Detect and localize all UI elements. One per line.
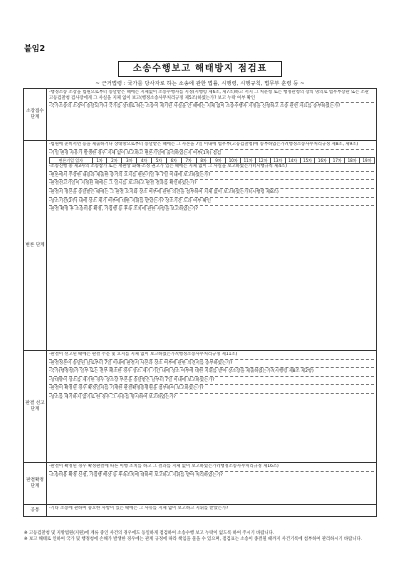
section-items	[47, 351, 377, 463]
footnote: ※ 고등검찰청 및 지방법원(지원)에 계류 중인 사건의 경우에도 동일하게 점검하여 소송수행 보고 누락이 없도록 하여 주시기 바랍니다.	[24, 531, 275, 536]
section-row-filing	[24, 89, 377, 141]
footnotes	[24, 531, 376, 542]
hearing-date-cell[interactable]: 5차	[151, 157, 167, 164]
section-label: 공통	[24, 505, 47, 517]
document-title: 소송수행보고 해태방지 점검표	[118, 61, 282, 77]
section-items	[47, 505, 377, 517]
section-row-judgment	[24, 351, 377, 463]
check-item: -기일 변경 사유가 발생한 경우 지체 없이 보고하고 변론기일에 출석하였는지 여부(1차) 점검	[49, 149, 374, 157]
section-items	[47, 141, 377, 351]
hearing-date-grid	[49, 157, 374, 164]
check-item: -판결정본이 송달된 날로부터 7일 이내에 판결서 사본과 상소 여부에 관한 의견서를 송부하였는가?	[49, 359, 374, 367]
hearing-date-cell[interactable]: 3차	[121, 157, 137, 164]
check-item: -판결선고기일이 지정된 때에는 그 일시를 보고하고 판결 결과를 확인하였는가?	[49, 179, 374, 187]
check-item: -판결이 선고된 때에는 판결 주문 및 요지를 지체 없이 보고하였는가?(행정소송사무처리규정 제11조)	[49, 352, 238, 357]
section-items	[47, 89, 377, 141]
check-item: -기타 소송에 관하여 중요한 사항이 있는 때에는 그 사유를 지체 없이 보고하고 지휘를 받았는가?	[49, 506, 229, 511]
hearing-date-cell[interactable]: 6차	[166, 157, 182, 164]
check-item: -판결서 정본을 송달받은 때에는 그 판결 요지와 상소 여부에 관한 의견을 첨부하여 지체 없이 보고하였는가?(시행령 제8조)	[49, 188, 374, 196]
check-item: -상소기간(2주) 내에 상소 제기 여부에 대한 지휘를 받았는가? 상소기간 도과 여부 확인	[49, 197, 374, 205]
section-items	[47, 463, 377, 505]
hearing-date-cell[interactable]: 10차	[225, 157, 241, 164]
hearing-date-label: 변론기일 일자	[49, 157, 93, 164]
section-label: 변론 단계	[24, 141, 47, 351]
check-item: -국가소송의 소장이 송달되거나 국가를 상대로 하는 소송이 제기된 사실을 안 때에는 지체 없이 소송수행자 지정을 신청하고 소송 관련 자료를 송부하였는가?	[49, 102, 374, 110]
hearing-date-cell[interactable]: 1차	[92, 157, 108, 164]
check-item: -소송비용 확정 신청, 가집행 배상 등 후속조치에 대하여 보고하고 지휘를 받아 처리하였는가?	[49, 471, 374, 479]
check-item: -행정소송 소장을 법원으로부터 송달받은 때에는 지체없이 소송수행자를 지정(시행령 제6조, 제7조)하고 서지 그 처분청 또는 행정관청의 장의 명의로 법무부장관 또는 소관 고등검찰청 검사장에게 그 사실을 지체 없이 보고(행정소송사무처리규정 제5조)하였는가? 보고 누락 여부 확인	[49, 90, 369, 101]
section-label: 판결 선고 단계	[24, 351, 47, 463]
check-item: -국가(행정청)가 일부 또는 전부 패소한 경우 상소 제기 기간 내에 상소 여부에 대한 지휘를 받아 상소장을 제출하였는가?(시행령 제8조 제2항)	[49, 367, 374, 375]
hearing-date-cell[interactable]: 12차	[255, 157, 271, 164]
section-row-finalization	[24, 463, 377, 505]
check-item: -판결이 확정된 경우 확정일자를 기재한 판결확정증명원을 첨부하여 보고하였는가?	[49, 384, 374, 392]
section-label: 소장접수 단계	[24, 89, 47, 141]
section-label: 판결확정 단계	[24, 463, 47, 505]
hearing-date-cell[interactable]: 15차	[300, 157, 316, 164]
hearing-date-cell[interactable]: 17차	[329, 157, 345, 164]
check-item: -변론에서 주장한 내용과 제출한 증거의 요지를 변론기일 후 7일 이내에 보고하였는가?	[49, 171, 374, 179]
footnote: ※ 보고 해태로 인하여 국가 및 행정청에 손해가 발생한 경우에는 관계 규정에 따라 책임을 물을 수 있으며, 점검표는 소송이 종결될 때까지 사건기록에 첨부하여 관리하시기 바랍니다.	[24, 536, 362, 542]
check-item: -판결 확정 후 소송비용 확정, 가집행 등 후속 조치에 관한 사항을 보고하였는가?	[49, 205, 374, 213]
hearing-date-cell[interactable]: 14차	[285, 157, 301, 164]
hearing-date-cell[interactable]: 13차	[270, 157, 286, 164]
check-item: -소송진행 중 제3자의 소송참가 또는 재판상 화해·조정 권고가 있는 때에는 지체 없이 그 사실을 보고하였는가?(시행규칙 제4조)	[49, 164, 287, 170]
hearing-date-cell[interactable]: 16차	[314, 157, 330, 164]
hearing-date-cell[interactable]: 8차	[196, 157, 212, 164]
legal-basis-line: ~ 근거법령 : 국가를 당사자로 하는 소송에 관한 법률, 시행령, 시행규칙, 법무부 훈령 등 ~	[95, 81, 305, 87]
hearing-date-cell[interactable]: 19차	[359, 157, 375, 164]
hearing-date-cell[interactable]: 9차	[210, 157, 226, 164]
checklist-table	[23, 88, 377, 517]
check-item: -법원에 준비서면 등을 제출하거나 상대방으로부터 송달받은 때에는 그 사본을 7일 이내에 법무부(고등검찰청)에 송부하였는가?(행정소송사무처리규정 제8조, 제9조)	[49, 142, 359, 147]
hearing-date-cell[interactable]: 7차	[181, 157, 197, 164]
hearing-date-cell[interactable]: 18차	[344, 157, 360, 164]
check-item: -상대방이 상소를 제기한 경우 상소장 부본을 송달받은 날부터 7일 이내에 보고하였는가?	[49, 376, 374, 384]
section-row-argument	[24, 141, 377, 351]
hearing-date-cell[interactable]: 4차	[136, 157, 152, 164]
section-row-common	[24, 505, 377, 517]
attachment-label: 붙임2	[24, 44, 46, 53]
hearing-date-cell[interactable]: 11차	[240, 157, 256, 164]
check-item: -판결이 확정된 경우 확정판결에 따른 이행 조치를 하고 그 결과를 지체 없이 보고하였는가?(행정소송사무처리규정 제16조)	[49, 464, 279, 469]
hearing-date-cell[interactable]: 2차	[106, 157, 122, 164]
check-item: -상소를 제기하지 않기로 한 경우 그 사유를 명시하여 보고하였는가?	[49, 393, 374, 401]
